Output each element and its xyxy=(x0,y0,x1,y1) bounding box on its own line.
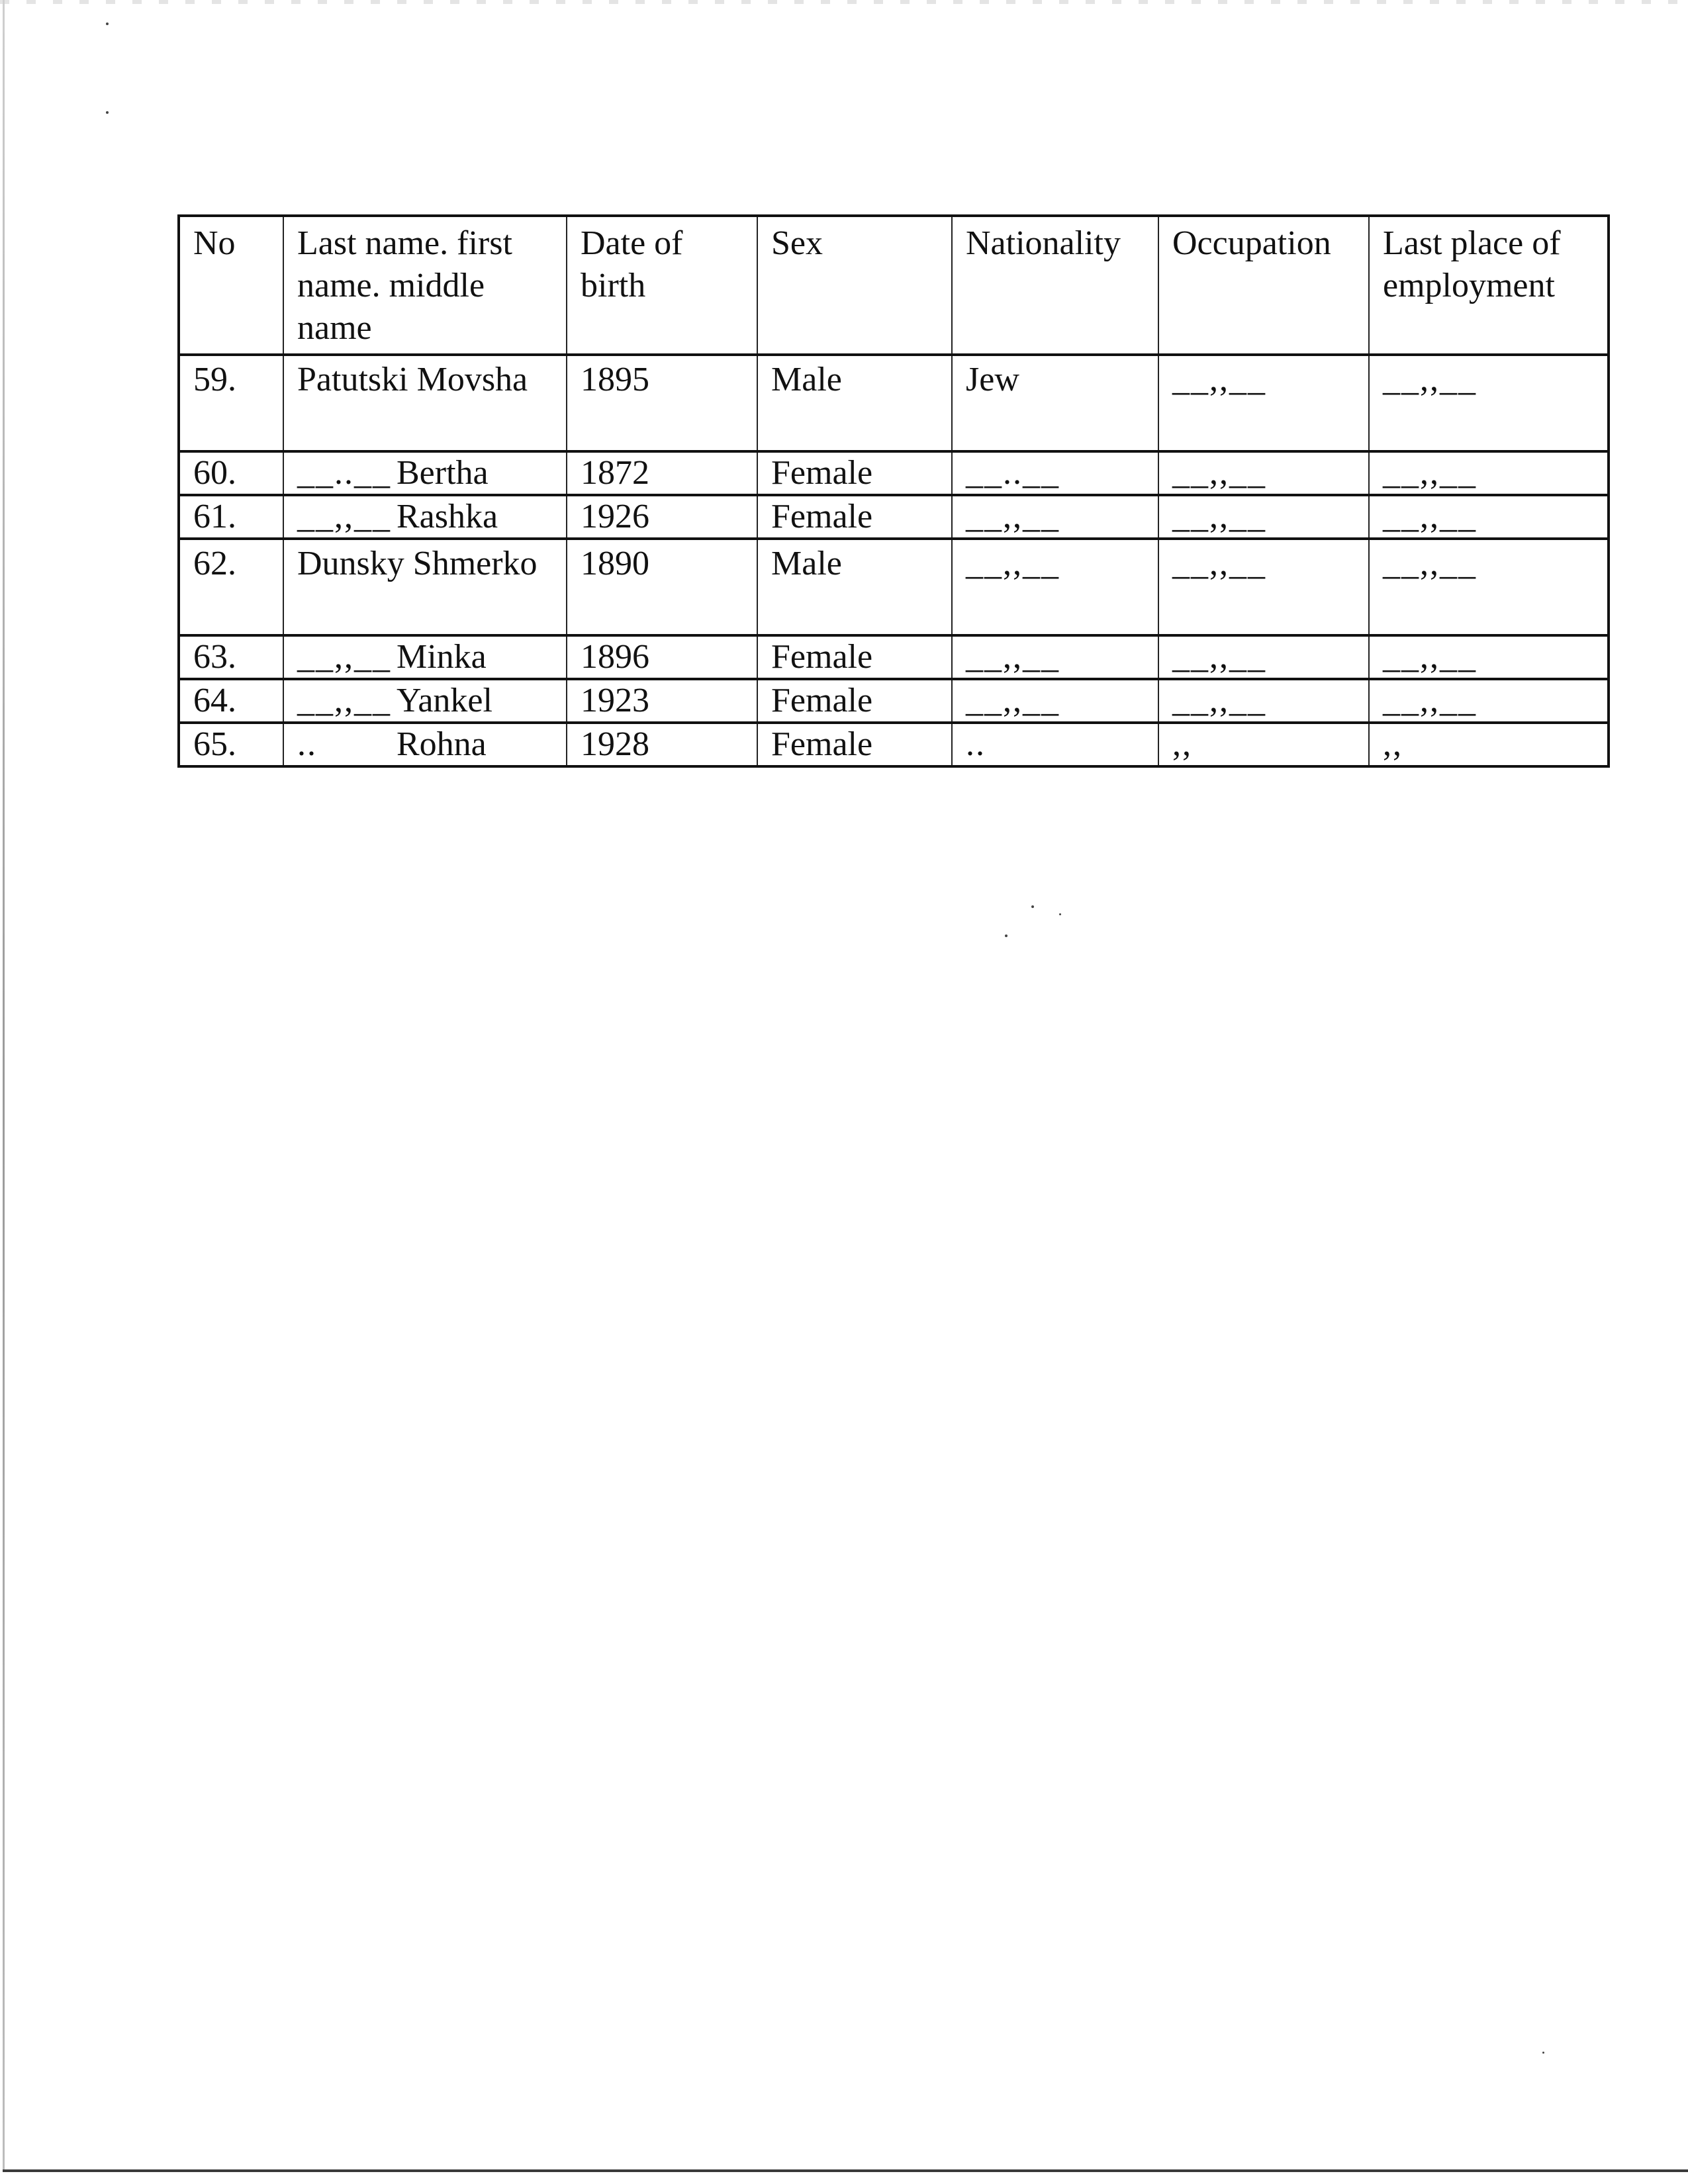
cell-dob: 1923 xyxy=(567,679,757,723)
first-name: Rashka xyxy=(397,498,498,535)
ditto-mark: __,,__ xyxy=(1383,454,1477,492)
cell-no: 63. xyxy=(179,635,283,679)
cell-occupation xyxy=(1158,679,1369,723)
scan-speck xyxy=(106,23,109,25)
table-row xyxy=(179,451,1609,495)
cell-dob: 1872 xyxy=(567,451,757,495)
ditto-mark: __,,__ xyxy=(297,498,391,535)
cell-no: 60. xyxy=(179,451,283,495)
header-row xyxy=(179,216,1609,355)
scan-top-edge xyxy=(0,0,1688,4)
cell-name: Patutski Movsha xyxy=(283,355,567,451)
cell-occupation xyxy=(1158,539,1369,635)
table-row xyxy=(179,539,1609,635)
ditto-mark: __..__ xyxy=(966,454,1060,492)
cell-no: 62. xyxy=(179,539,283,635)
header-nationality: Nationality xyxy=(952,216,1158,355)
ditto-mark: __,,__ xyxy=(1383,498,1477,535)
scan-speck xyxy=(1005,934,1008,937)
table-row xyxy=(179,679,1609,723)
cell-name xyxy=(283,495,567,539)
cell-nationality xyxy=(952,539,1158,635)
ditto-mark: __,,__ xyxy=(1172,638,1266,676)
ditto-mark: __,,__ xyxy=(297,682,391,719)
ditto-mark: __,,__ xyxy=(1172,498,1266,535)
cell-name xyxy=(283,451,567,495)
ditto-mark: __,,__ xyxy=(1172,361,1266,398)
first-name: Yankel xyxy=(397,682,492,719)
cell-name xyxy=(283,635,567,679)
ditto-mark: __,,__ xyxy=(1172,454,1266,492)
ditto-mark: __,,__ xyxy=(966,498,1060,535)
cell-sex: Male xyxy=(757,355,952,451)
ditto-mark: ,, xyxy=(1383,725,1403,763)
cell-occupation xyxy=(1158,495,1369,539)
scan-speck xyxy=(106,111,109,114)
ditto-mark: __..__ xyxy=(297,454,391,492)
cell-employment xyxy=(1369,635,1609,679)
first-name: Bertha xyxy=(397,454,489,492)
cell-sex: Female xyxy=(757,495,952,539)
ditto-mark: __,,__ xyxy=(966,682,1060,719)
ditto-mark: __,,__ xyxy=(1383,361,1477,398)
cell-no: 61. xyxy=(179,495,283,539)
table-row xyxy=(179,723,1609,766)
ditto-mark: __,,__ xyxy=(1383,638,1477,676)
cell-employment xyxy=(1369,451,1609,495)
table-row xyxy=(179,355,1609,451)
header-date-of-birth: Date of birth xyxy=(567,216,757,355)
cell-nationality xyxy=(952,495,1158,539)
header-no: No xyxy=(179,216,283,355)
cell-nationality: Jew xyxy=(952,355,1158,451)
header-name: Last name. first name. middle name xyxy=(283,216,567,355)
cell-occupation xyxy=(1158,355,1369,451)
cell-no: 59. xyxy=(179,355,283,451)
header-last-place-of-employment: Last place of employment xyxy=(1369,216,1609,355)
cell-dob: 1928 xyxy=(567,723,757,766)
ditto-mark: .. xyxy=(297,725,317,763)
scan-bottom-edge xyxy=(3,2169,1688,2172)
cell-employment xyxy=(1369,723,1609,766)
ditto-mark: __,,__ xyxy=(1383,682,1477,719)
table-row xyxy=(179,635,1609,679)
ditto-mark: __,,__ xyxy=(1383,545,1477,582)
header-sex: Sex xyxy=(757,216,952,355)
scan-speck xyxy=(1031,905,1034,908)
cell-name xyxy=(283,723,567,766)
cell-nationality xyxy=(952,635,1158,679)
cell-name: Dunsky Shmerko xyxy=(283,539,567,635)
cell-occupation xyxy=(1158,451,1369,495)
cell-dob: 1896 xyxy=(567,635,757,679)
cell-employment xyxy=(1369,495,1609,539)
table-row xyxy=(179,495,1609,539)
cell-no: 64. xyxy=(179,679,283,723)
records-table xyxy=(177,214,1610,768)
cell-name xyxy=(283,679,567,723)
scan-speck xyxy=(1542,2052,1544,2054)
scan-speck xyxy=(1059,913,1061,915)
cell-sex: Male xyxy=(757,539,952,635)
first-name: Minka xyxy=(397,638,487,676)
cell-nationality xyxy=(952,723,1158,766)
cell-no: 65. xyxy=(179,723,283,766)
ditto-mark: __,,__ xyxy=(966,638,1060,676)
ditto-mark: __,,__ xyxy=(1172,545,1266,582)
cell-dob: 1926 xyxy=(567,495,757,539)
cell-sex: Female xyxy=(757,635,952,679)
cell-sex: Female xyxy=(757,679,952,723)
cell-employment xyxy=(1369,355,1609,451)
cell-employment xyxy=(1369,539,1609,635)
cell-dob: 1895 xyxy=(567,355,757,451)
cell-employment xyxy=(1369,679,1609,723)
cell-nationality xyxy=(952,679,1158,723)
scan-left-edge xyxy=(3,0,5,2171)
cell-occupation xyxy=(1158,723,1369,766)
cell-sex: Female xyxy=(757,451,952,495)
cell-sex: Female xyxy=(757,723,952,766)
ditto-mark: ,, xyxy=(1172,725,1192,763)
first-name: Rohna xyxy=(397,725,487,763)
cell-nationality xyxy=(952,451,1158,495)
ditto-mark: __,,__ xyxy=(966,545,1060,582)
ditto-mark: __,,__ xyxy=(1172,682,1266,719)
cell-occupation xyxy=(1158,635,1369,679)
ditto-mark: .. xyxy=(966,725,986,763)
ditto-mark: __,,__ xyxy=(297,638,391,676)
cell-dob: 1890 xyxy=(567,539,757,635)
header-occupation: Occupation xyxy=(1158,216,1369,355)
